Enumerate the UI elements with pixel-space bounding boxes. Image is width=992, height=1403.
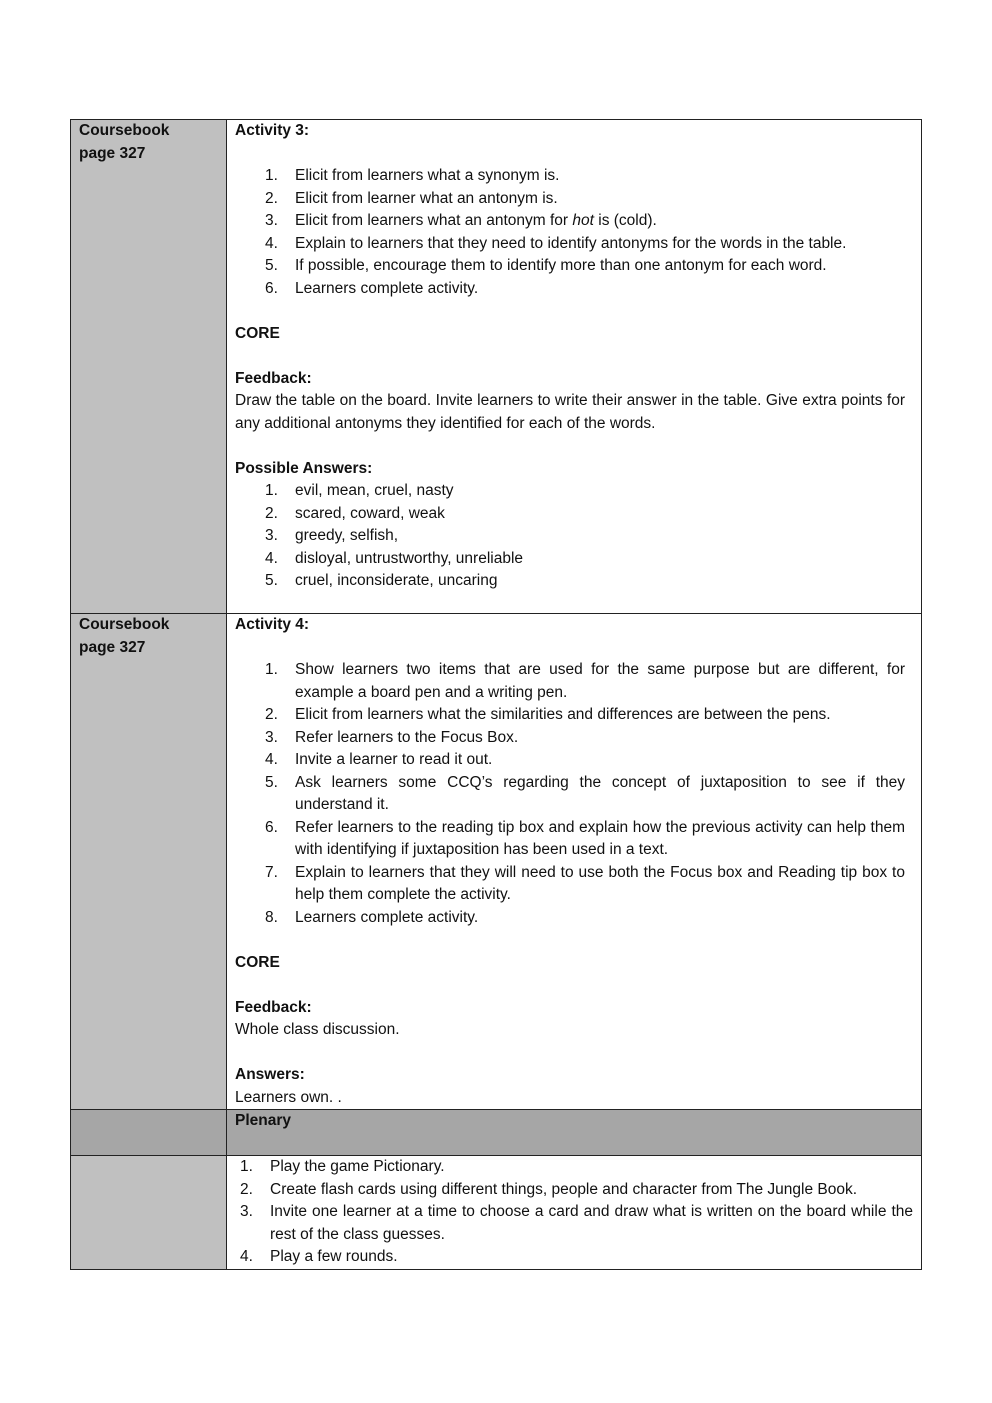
list-item: 8. Learners complete activity. [265, 908, 479, 926]
plenary-heading-cell [227, 1110, 922, 1156]
feedback-text: Whole class discussion. [235, 1021, 400, 1038]
plenary-heading: Plenary [235, 1112, 292, 1129]
list-item: 4. disloyal, untrustworthy, unreliable [265, 549, 524, 567]
core-label: CORE [235, 324, 280, 342]
list-item: 2. Elicit from learners what the similarities and differences are between the pens. [265, 706, 831, 723]
list-item: 3. Invite one learner at a time to choose a card and draw what is written on the board while the rest of the class guesses. [240, 1203, 913, 1243]
plenary-steps-left-cell [71, 1156, 227, 1270]
activity-3-cell [227, 120, 922, 614]
answers-text: Learners own. . [235, 1088, 342, 1106]
core-label: CORE [235, 953, 280, 971]
coursebook-page: page 327 [79, 144, 146, 162]
coursebook-cell [71, 120, 227, 614]
activity-4-steps [235, 659, 905, 929]
list-item: 1. evil, mean, cruel, nasty [265, 482, 454, 499]
list-item: 1. Play the game Pictionary. [240, 1158, 445, 1175]
list-item: 2. scared, coward, weak [265, 504, 445, 522]
plenary-heading-row [71, 1110, 922, 1156]
list-item: 7. Explain to learners that they will need to use both the Focus box and Reading tip box to help them complete the activity. [265, 863, 905, 903]
list-item: 4. Invite a learner to read it out. [265, 751, 493, 768]
list-item: 5. Ask learners some CCQ’s regarding the concept of juxtaposition to see if they understand it. [265, 773, 905, 813]
list-item: 4. Play a few rounds. [240, 1248, 398, 1265]
answers-label: Answers: [235, 1066, 305, 1083]
list-item: 5. If possible, encourage them to identify more than one antonym for each word. [265, 257, 827, 274]
list-item: 3. greedy, selfish, [265, 527, 399, 544]
activity-3-steps [235, 165, 905, 300]
lesson-table [70, 119, 922, 1270]
activity-3-row [71, 120, 922, 614]
coursebook-label: Coursebook [79, 122, 170, 139]
list-item: 2. Elicit from learner what an antonym is. [265, 189, 558, 207]
list-item: 5. cruel, inconsiderate, uncaring [265, 572, 498, 589]
plenary-steps [235, 1156, 913, 1269]
coursebook-cell [71, 614, 227, 1110]
list-item: 6. Refer learners to the reading tip box and explain how the previous activity can help them with identifying if juxtaposition has been used in a text. [265, 818, 905, 858]
list-item: 4. Explain to learners that they need to identify antonyms for the words in the table. [265, 234, 847, 252]
activity-4-cell [227, 614, 922, 1110]
list-item: 3. Refer learners to the Focus Box. [265, 728, 519, 746]
coursebook-label: Coursebook [79, 616, 170, 633]
coursebook-page: page 327 [79, 638, 146, 656]
feedback-label: Feedback: [235, 998, 312, 1016]
plenary-steps-cell [227, 1156, 922, 1270]
list-item: 6. Learners complete activity. [265, 279, 479, 297]
answers-list [235, 480, 905, 593]
feedback-text: Draw the table on the board. Invite learners to write their answer in the table. Give extra points for any additional antonyms they identified for each of the words. [235, 392, 905, 432]
activity-heading: Activity 3: [235, 122, 310, 139]
feedback-label: Feedback: [235, 369, 312, 387]
activity-heading: Activity 4: [235, 616, 310, 633]
list-item: 1. Elicit from learners what a synonym is. [265, 167, 560, 184]
answers-label: Possible Answers: [235, 459, 373, 477]
activity-4-row [71, 614, 922, 1110]
plenary-steps-row [71, 1156, 922, 1270]
list-item: 2. Create flash cards using different things, people and character from The Jungle Book. [240, 1180, 858, 1198]
list-item: 3. Elicit from learners what an antonym for hot is (cold). [265, 212, 657, 229]
plenary-left-cell [71, 1110, 227, 1156]
list-item: 1. Show learners two items that are used for the same purpose but are different, for example a board pen and a writing pen. [265, 661, 905, 701]
